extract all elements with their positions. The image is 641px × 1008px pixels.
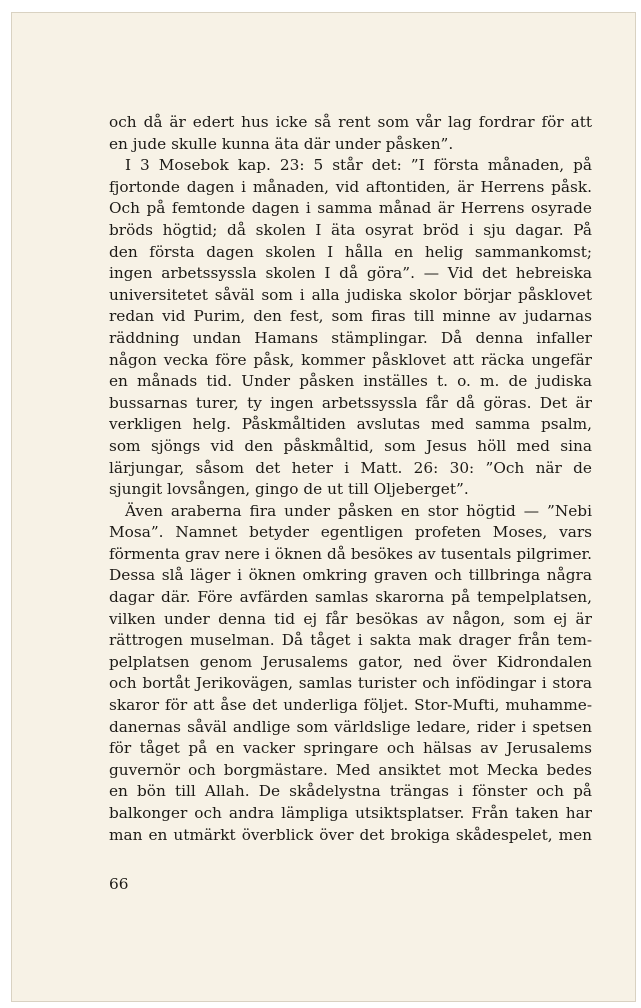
text-line: lärjungar, såsom det heter i Matt. 26: 30: ”Och när de [109, 458, 592, 477]
text-line: pelplatsen genom Jerusalems gator, ned över Kidrondalen [109, 652, 592, 671]
book-page [11, 12, 636, 1002]
text-line: I 3 Mosebok kap. 23: 5 står det: ”I första månaden, på [125, 156, 592, 175]
text-line: och bortåt Jerikovägen, samlas turister och infödingar i stora [109, 674, 592, 693]
text-line: redan vid Purim, den fest, som firas till minne av judarnas [109, 307, 592, 326]
text-line: och då är edert hus icke så rent som vår lag fordrar för att [109, 113, 592, 131]
text-line: som sjöngs vid den påskmåltid, som Jesus höll med sina [109, 436, 592, 455]
text-line: Mosa”. Namnet betyder egentligen profeten Moses, vars [109, 523, 592, 542]
text-line: räddning undan Hamans stämplingar. Då denna infaller [109, 328, 592, 347]
text-line: skaror för att åse det underliga följet. Stor-Mufti, muhamme- [109, 696, 592, 715]
text-line: Även araberna fira under påsken en stor högtid — ”Nebi [125, 501, 592, 520]
text-line: universitetet såväl som i alla judiska skolor börjar påsklovet [109, 285, 592, 304]
text-line: sjungit lovsången, gingo de ut till Oljeberget”. [109, 480, 469, 499]
text-line: en månads tid. Under påsken inställes t. o. m. de judiska [109, 372, 592, 391]
text-line: verkligen helg. Påskmåltiden avslutas med samma psalm, [109, 415, 592, 434]
page-number: 66 [109, 875, 129, 893]
text-line: förmenta grav nere i öknen då besökes av tusentals pilgrimer. [109, 544, 592, 563]
text-line: balkonger och andra lämpliga utsiktsplatser. Från taken har [109, 804, 592, 822]
text-line: Dessa slå läger i öknen omkring graven och tillbringa några [109, 566, 592, 585]
text-line: bussarnas turer, ty ingen arbetssyssla får då göras. Det är [109, 393, 592, 412]
text-line: guvernör och borgmästare. Med ansiktet mot Mecka bedes [109, 760, 592, 779]
text-line: danernas såväl andlige som världslige ledare, rider i spetsen [109, 717, 592, 736]
text-line: bröds högtid; då skolen I äta osyrat bröd i sju dagar. På [109, 220, 592, 239]
body-text [109, 112, 592, 846]
text-line: för tåget på en vacker springare och hälsas av Jerusalems [109, 739, 592, 758]
text-line: man en utmärkt överblick över det brokiga skådespelet, men [109, 825, 592, 844]
text-line: en jude skulle kunna äta där under påsken”. [109, 134, 454, 153]
text-line: vilken under denna tid ej får besökas av någon, som ej är [109, 609, 592, 628]
text-line: en bön till Allah. De skådelystna trängas i fönster och på [109, 782, 592, 801]
text-line: den första dagen skolen I hålla en helig sammankomst; [109, 242, 592, 261]
text-line: dagar där. Före avfärden samlas skarorna på tempelplatsen, [109, 588, 592, 607]
text-line: Och på femtonde dagen i samma månad är Herrens osyrade [109, 199, 592, 218]
text-line: rättrogen muselman. Då tåget i sakta mak drager från tem- [109, 631, 592, 650]
text-line: ingen arbetssyssla skolen I då göra”. — Vid det hebreiska [109, 264, 592, 283]
text-line: någon vecka före påsk, kommer påsklovet att räcka ungefär [109, 350, 592, 369]
text-line: fjortonde dagen i månaden, vid aftontiden, är Herrens påsk. [109, 177, 592, 196]
